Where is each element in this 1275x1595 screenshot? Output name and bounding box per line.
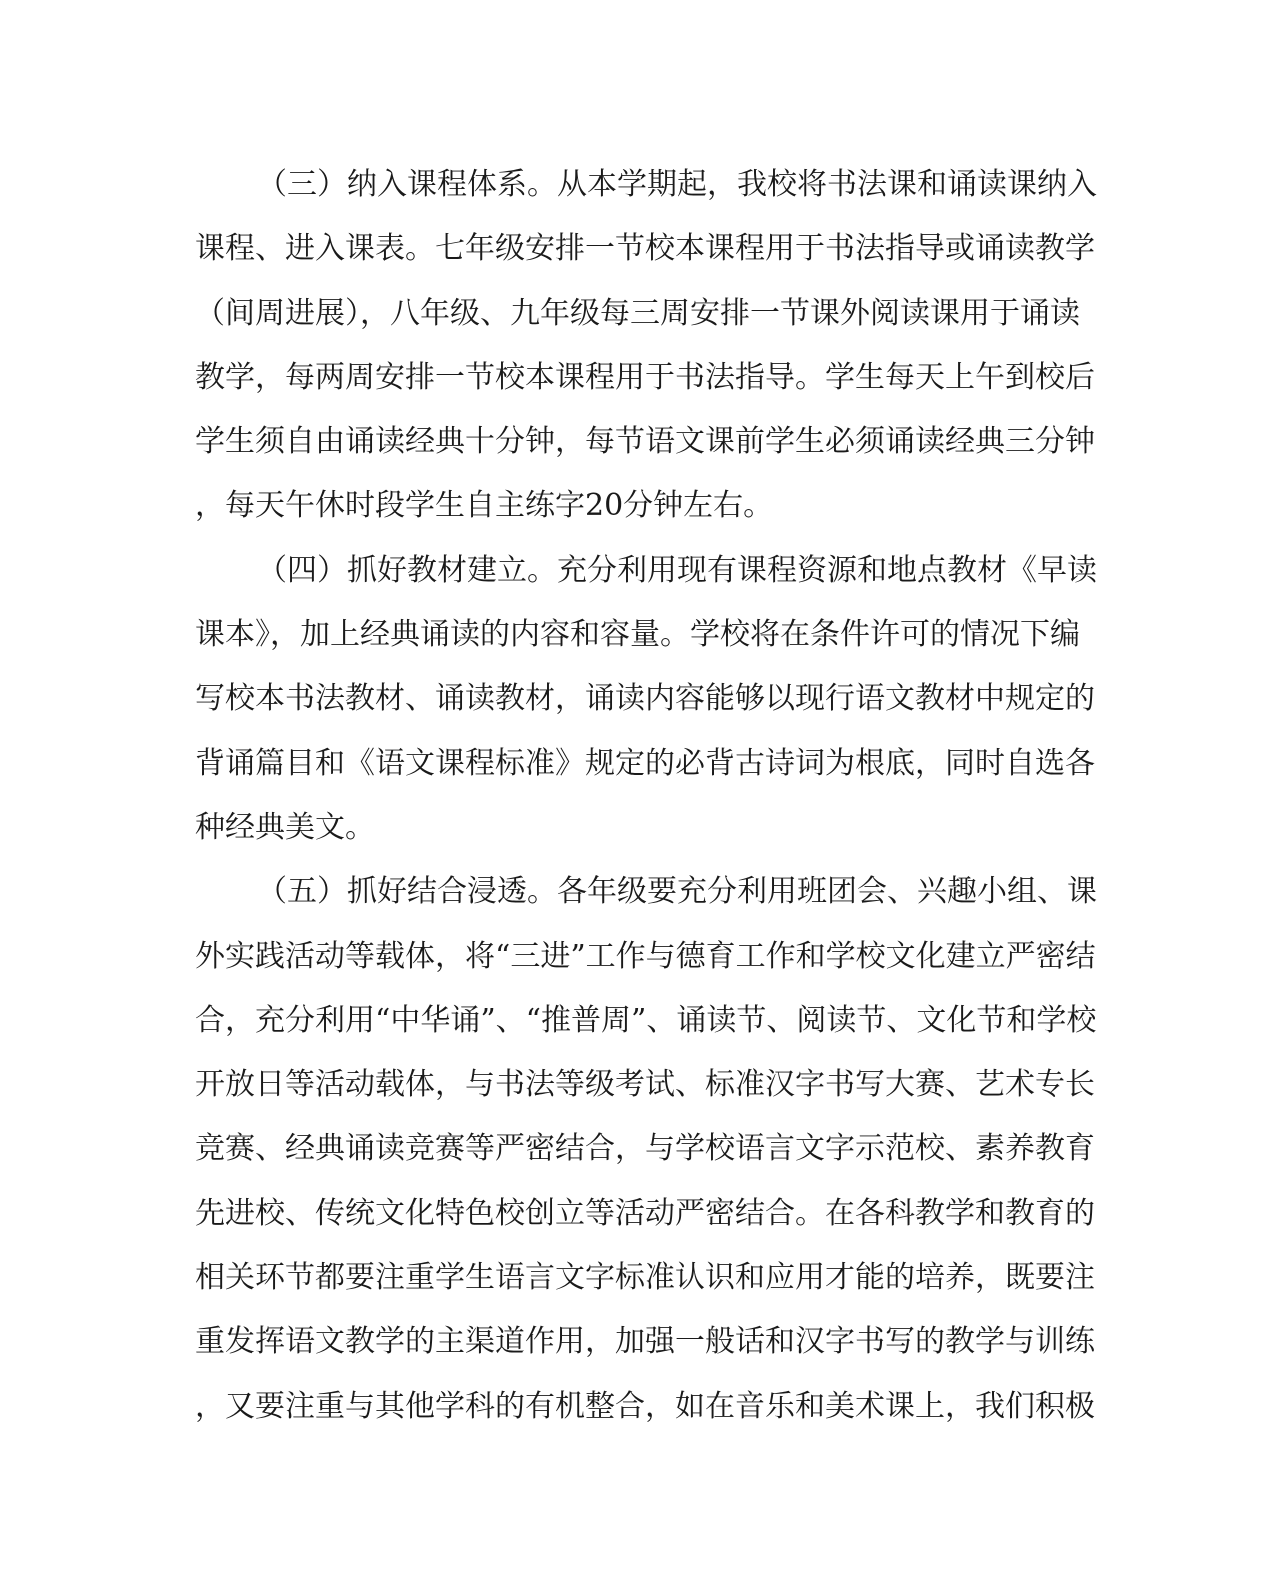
text-line: 课程、进入课表。七年级安排一节校本课程用于书法指导或诵读教学 — [195, 231, 1095, 267]
text-line: 开放日等活动载体，与书法等级考试、标准汉字书写大赛、艺术专长 — [195, 1067, 1095, 1103]
text-line: 背诵篇目和《语文课程标准》规定的必背古诗词为根底，同时自选各 — [195, 745, 1095, 781]
text-line: ，每天午休时段学生自主练字20分钟左右。 — [195, 488, 774, 524]
text-line: 课本》，加上经典诵读的内容和容量。学校将在条件许可的情况下编 — [195, 617, 1080, 653]
text-line: 种经典美文。 — [195, 809, 375, 845]
text-line: 先进校、传统文化特色校创立等活动严密结合。在各科教学和教育的 — [195, 1195, 1095, 1231]
text-line: 重发挥语文教学的主渠道作用，加强一般话和汉字书写的教学与训练 — [195, 1324, 1095, 1360]
text-line: 教学，每两周安排一节校本课程用于书法指导。学生每天上午到校后 — [195, 359, 1095, 395]
paragraph-textbooks — [195, 539, 1097, 860]
paragraph-integration — [195, 860, 1097, 1439]
text-line: ，又要注重与其他学科的有机整合，如在音乐和美术课上，我们积极 — [195, 1388, 1095, 1424]
text-line: 竞赛、经典诵读竞赛等严密结合，与学校语言文字示范校、素养教育 — [195, 1131, 1095, 1167]
text-line: （四）抓好教材建立。充分利用现有课程资源和地点教材《早读 — [257, 552, 1097, 588]
text-line: （三）纳入课程体系。从本学期起，我校将书法课和诵读课纳入 — [257, 167, 1097, 202]
text-line: 写校本书法教材、诵读教材，诵读内容能够以现行语文教材中规定的 — [195, 681, 1095, 717]
text-line: （五）抓好结合浸透。各年级要充分利用班团会、兴趣小组、课 — [257, 874, 1097, 910]
text-line: （间周进展），八年级、九年级每三周安排一节课外阅读课用于诵读 — [195, 295, 1080, 331]
document-body — [195, 153, 1097, 1439]
text-line: 学生须自由诵读经典十分钟，每节语文课前学生必须诵读经典三分钟 — [195, 424, 1095, 460]
text-line: 合，充分利用“中华诵”、“推普周”、诵读节、阅读节、文化节和学校 — [195, 1002, 1097, 1038]
text-line: 外实践活动等载体，将“三进”工作与德育工作和学校文化建立严密结 — [195, 938, 1096, 974]
text-line: 相关环节都要注重学生语言文字标准认识和应用才能的培养，既要注 — [195, 1260, 1095, 1296]
paragraph-curriculum — [195, 153, 1097, 539]
